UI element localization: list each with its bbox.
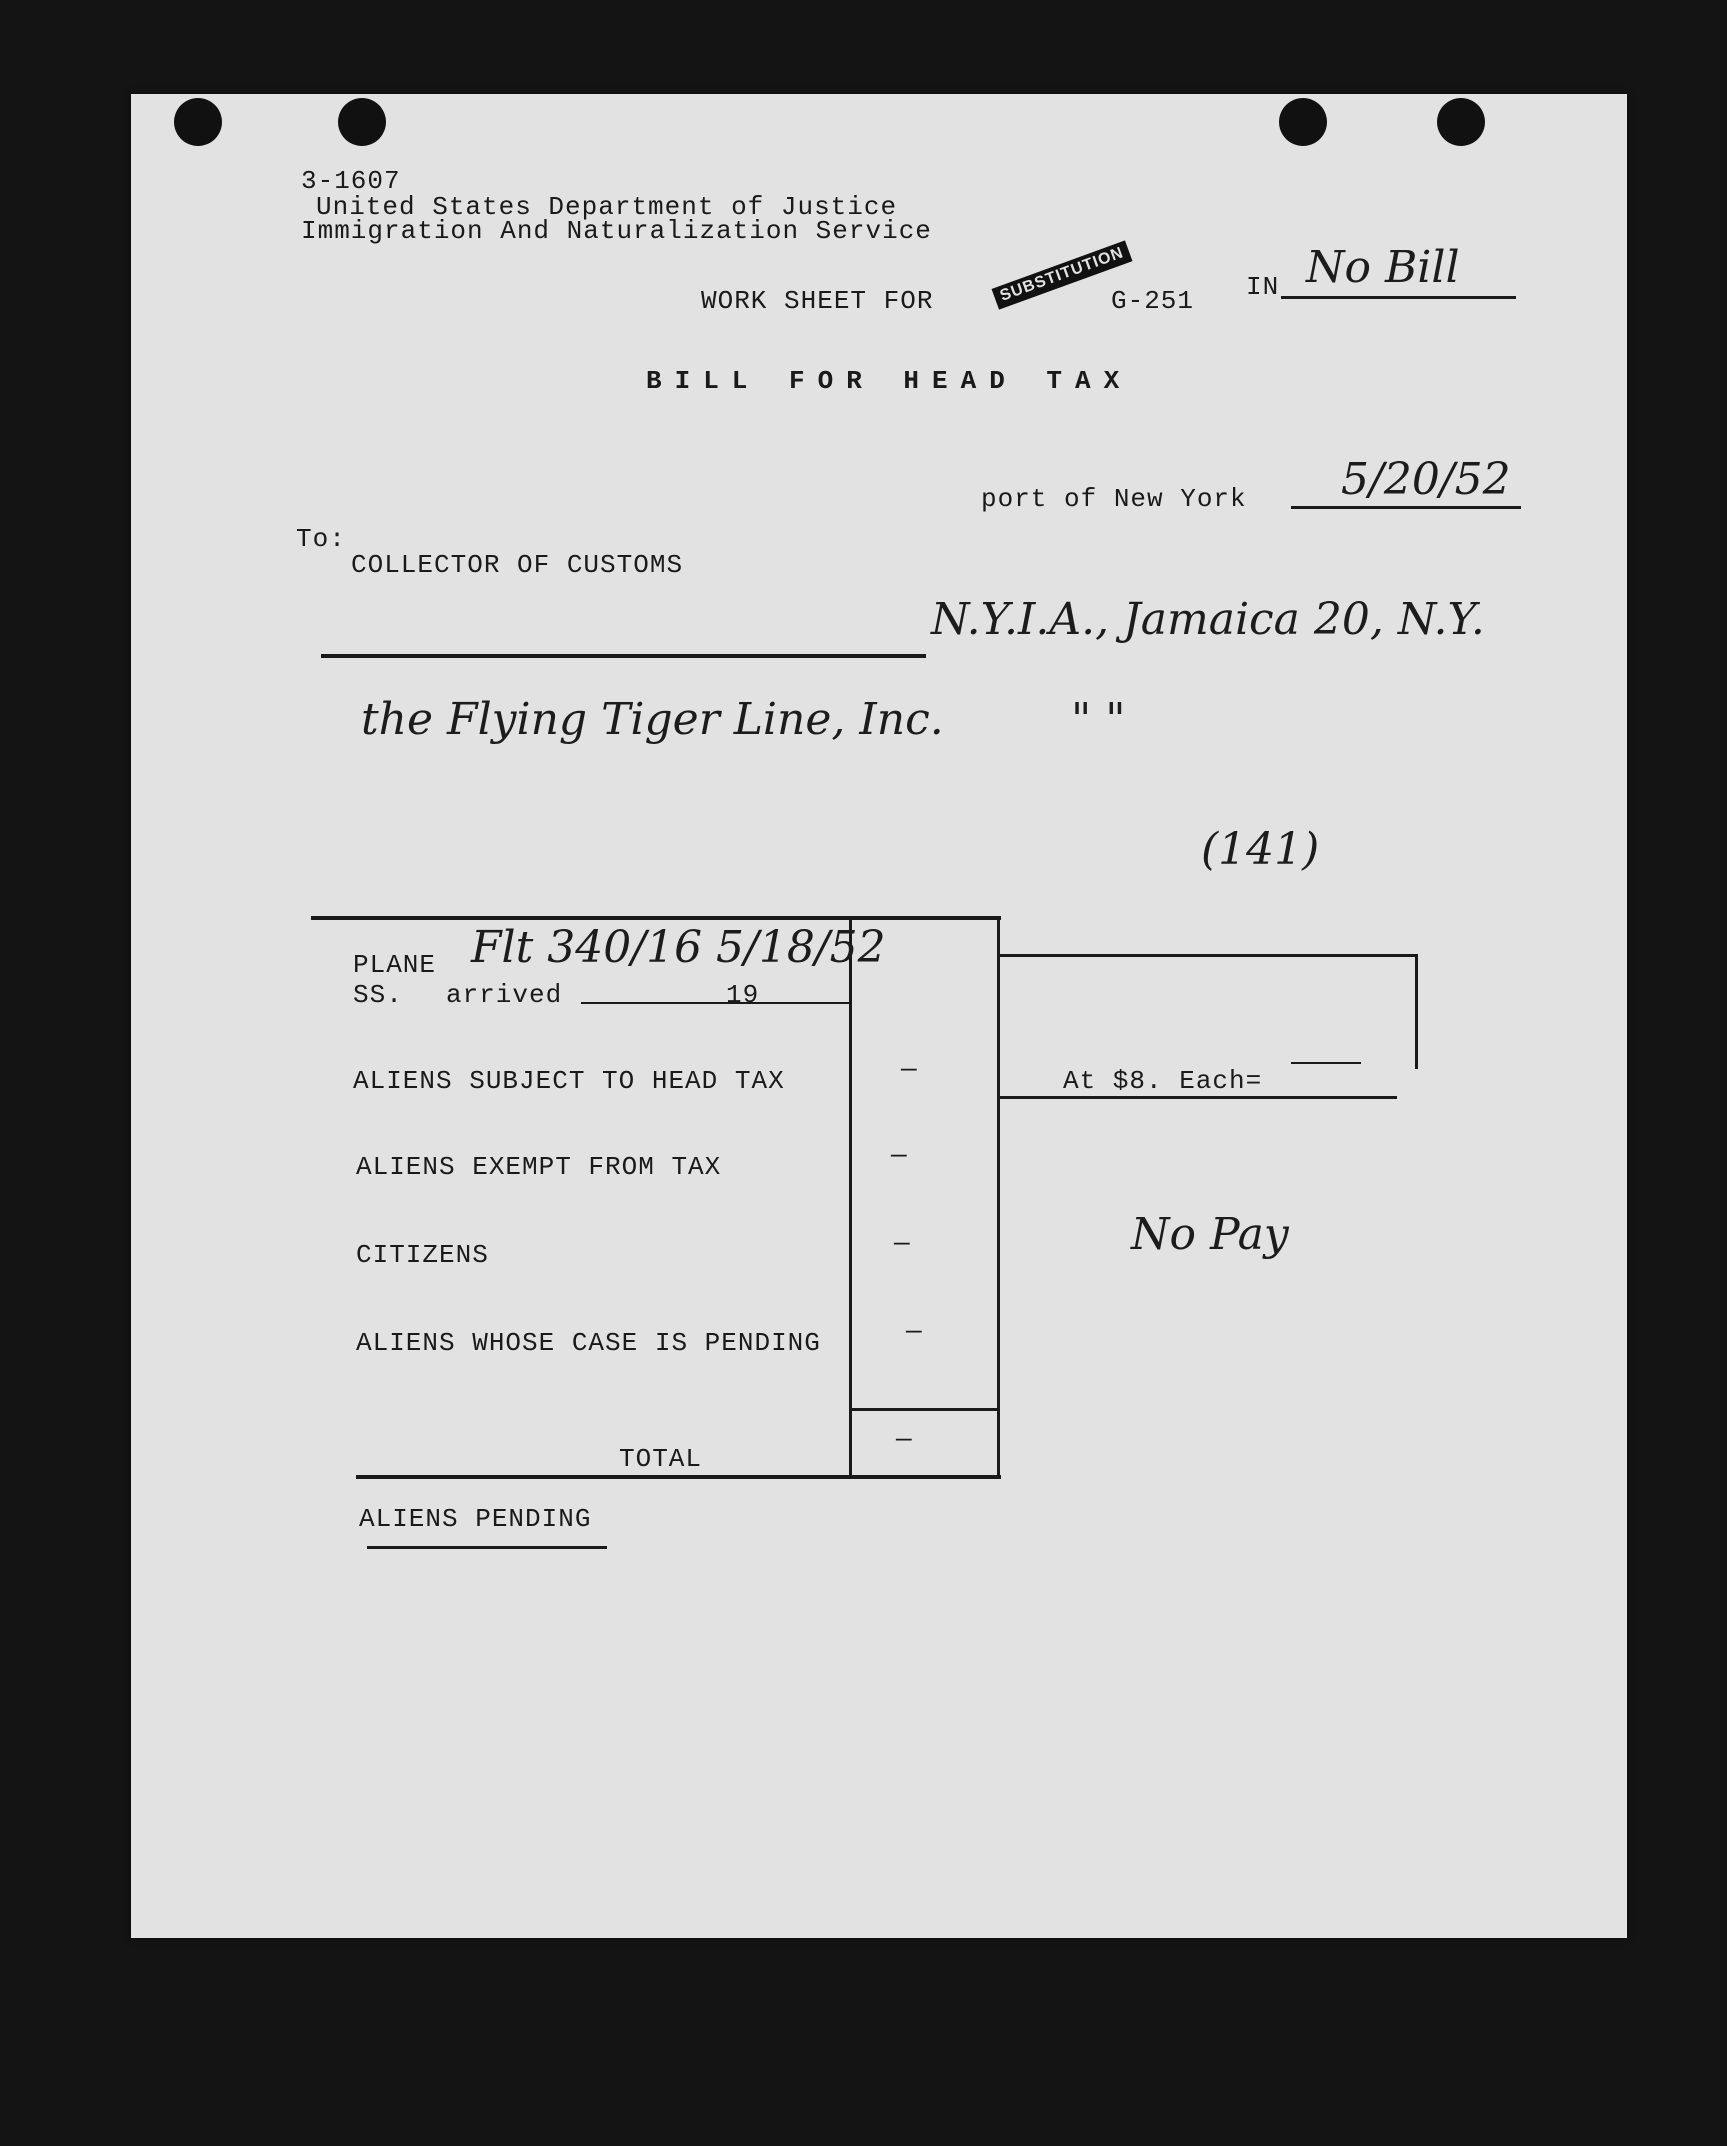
rate-box-right: [1415, 954, 1418, 1069]
row-value-aliens-pending-case: —: [906, 1316, 923, 1346]
table-value-column-left: [849, 916, 852, 1476]
aliens-pending-underline: [367, 1546, 607, 1549]
ditto-marks: " ": [1071, 694, 1126, 745]
substitution-stamp: SUBSTITUTION: [992, 240, 1133, 309]
row-label-aliens-subject: ALIENS SUBJECT TO HEAD TAX: [353, 1066, 785, 1096]
plane-label: PLANE: [353, 950, 437, 980]
table-top-rule: [311, 916, 1001, 920]
form-number: 3-1607: [301, 166, 401, 196]
arrived-underline: [581, 1002, 849, 1004]
document-page: [131, 94, 1627, 1938]
row-label-aliens-exempt: ALIENS EXEMPT FROM TAX: [356, 1152, 722, 1182]
rate-box-top: [997, 954, 1417, 957]
punch-hole: [338, 98, 386, 146]
in-value: No Bill: [1306, 242, 1460, 293]
row-label-aliens-pending-case: ALIENS WHOSE CASE IS PENDING: [356, 1328, 821, 1358]
row-value-aliens-subject: —: [901, 1054, 918, 1084]
in-label: IN: [1246, 272, 1280, 302]
table-value-column-right: [997, 916, 1000, 1476]
punch-hole: [174, 98, 222, 146]
address-underline: [321, 654, 926, 658]
passenger-count: (141): [1201, 824, 1320, 875]
row-value-citizens: —: [894, 1228, 911, 1258]
ss-label: SS.: [353, 980, 403, 1010]
total-label: TOTAL: [619, 1444, 703, 1474]
document-title: BILL FOR HEAD TAX: [646, 366, 1133, 396]
rate-label: At $8. Each=: [1063, 1066, 1263, 1096]
table-bottom-rule: [356, 1475, 1001, 1479]
year-prefix: 19: [726, 980, 760, 1010]
no-pay-note: No Pay: [1131, 1209, 1289, 1260]
company-name: the Flying Tiger Line, Inc.: [361, 694, 944, 745]
row-value-aliens-exempt: —: [891, 1140, 908, 1170]
arrived-label: arrived: [446, 980, 563, 1010]
total-value: —: [896, 1424, 913, 1454]
punch-hole: [1437, 98, 1485, 146]
punch-hole: [1279, 98, 1327, 146]
address-value: N.Y.I.A., Jamaica 20, N.Y.: [931, 594, 1485, 645]
table-total-rule: [849, 1408, 1000, 1411]
row-label-citizens: CITIZENS: [356, 1240, 489, 1270]
port-label: port of New York: [981, 484, 1247, 514]
department-name: United States Department of Justice: [316, 192, 898, 222]
service-name: Immigration And Naturalization Service: [301, 216, 932, 246]
date-underline: [1291, 506, 1521, 509]
in-underline: [1281, 296, 1516, 299]
rate-value-line: [1291, 1062, 1361, 1064]
addressee: COLLECTOR OF CUSTOMS: [351, 550, 684, 580]
rate-box-bottom: [997, 1096, 1397, 1099]
date-value: 5/20/52: [1341, 454, 1511, 505]
aliens-pending-label: ALIENS PENDING: [359, 1504, 592, 1534]
plane-value: Flt 340/16 5/18/52: [471, 922, 886, 973]
form-reference: G-251: [1111, 286, 1195, 316]
work-sheet-label: WORK SHEET FOR: [701, 286, 934, 316]
to-label: To:: [296, 524, 346, 554]
